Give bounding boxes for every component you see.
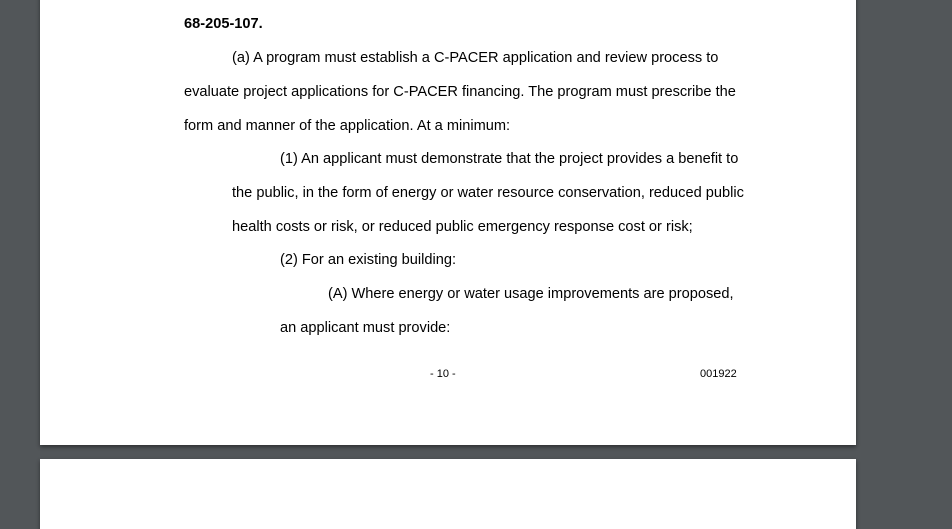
paragraph-line: (A) Where energy or water usage improvements are proposed, — [328, 286, 734, 302]
paragraph-line: the public, in the form of energy or water resource conservation, reduced public — [232, 185, 744, 201]
paragraph-line: health costs or risk, or reduced public emergency response cost or risk; — [232, 219, 693, 235]
page-number: - 10 - — [430, 368, 456, 380]
next-document-page — [40, 459, 856, 529]
paragraph-line: (1) An applicant must demonstrate that the project provides a benefit to — [280, 151, 739, 167]
paragraph-line: form and manner of the application. At a minimum: — [184, 118, 511, 134]
section-number: 68-205-107. — [184, 16, 263, 32]
paragraph-line: an applicant must provide: — [280, 320, 451, 336]
document-code: 001922 — [700, 368, 737, 380]
paragraph-line: (a) A program must establish a C-PACER application and review process to — [232, 50, 719, 66]
document-page — [40, 0, 856, 445]
paragraph-line: (2) For an existing building: — [280, 252, 457, 268]
paragraph-line: evaluate project applications for C-PACER financing. The program must prescribe the — [184, 84, 736, 100]
